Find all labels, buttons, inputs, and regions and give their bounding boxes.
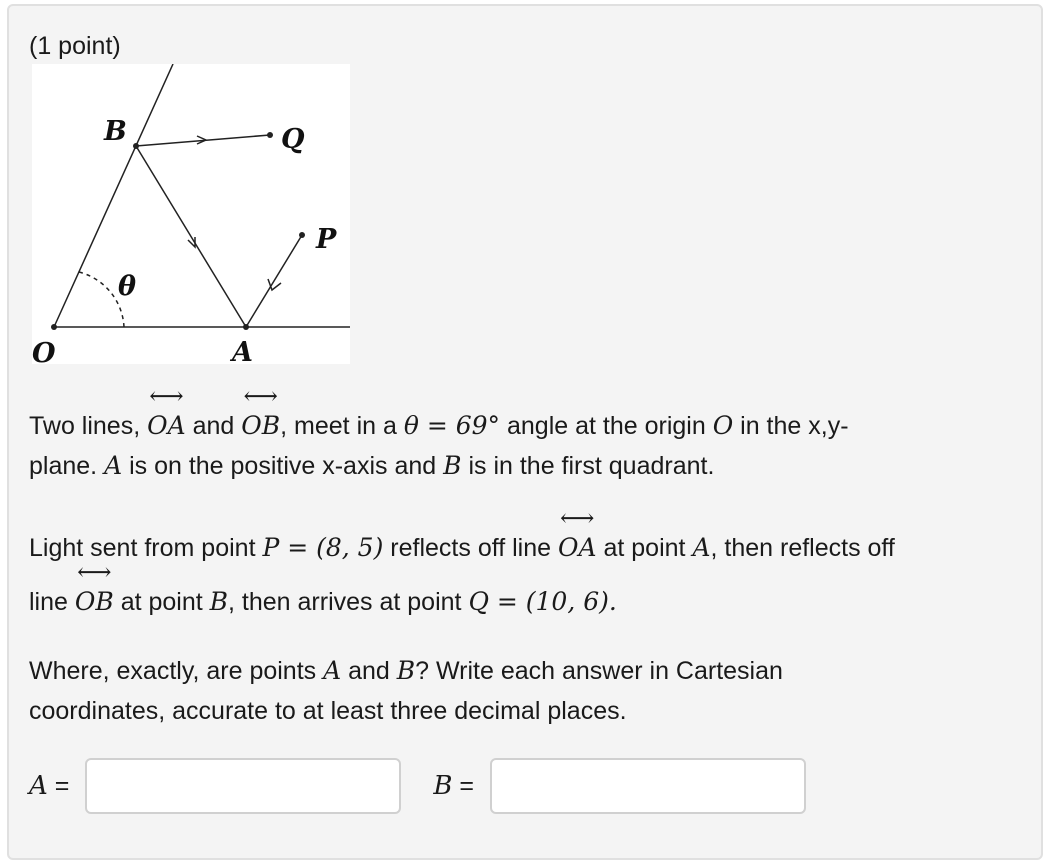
- problem-instructions: Where, exactly, are points A and B? Write each answer in Cartesian coordinates, accurate to at least three decimal places.: [29, 656, 783, 725]
- point-a: [243, 324, 249, 330]
- ray-bq: [136, 135, 270, 146]
- point-o: [51, 324, 57, 330]
- line-oa-symbol: ⟷ OA: [147, 406, 186, 446]
- answer-b-label: B =: [433, 771, 474, 801]
- label-b: B: [104, 116, 127, 147]
- label-o: O: [32, 338, 56, 364]
- ray-pa: [246, 235, 302, 327]
- points-label: (1 point): [29, 32, 121, 60]
- problem-statement-2: Light sent from point P = (8, 5) reflects off line ⟷ OA at point A, then reflects off: [29, 528, 895, 568]
- label-q: Q: [281, 124, 305, 155]
- label-theta: θ: [118, 271, 137, 302]
- problem-card: [7, 4, 1043, 860]
- problem-statement-2b: line ⟷ OB at point B, then arrives at point Q = (10, 6).: [29, 582, 617, 622]
- line-ob: [54, 64, 173, 327]
- point-p: [299, 232, 305, 238]
- answer-b-input[interactable]: [490, 758, 806, 814]
- reflection-figure: [32, 64, 350, 364]
- point-q: [267, 132, 273, 138]
- answer-row: [29, 758, 806, 814]
- label-a: A: [232, 337, 253, 364]
- point-b: [133, 143, 139, 149]
- answer-a-label: A =: [29, 771, 70, 801]
- line-ob-symbol: ⟷ OB: [241, 406, 280, 446]
- label-p: P: [316, 224, 337, 255]
- problem-statement-1: Two lines, ⟷ OA and ⟷ OB, meet in a θ = 69° angle at the origin O in the x,y- plane. A is on the positive x-axis and B is in the first quadrant.: [29, 406, 849, 486]
- answer-a-input[interactable]: [85, 758, 401, 814]
- ray-ab: [136, 146, 246, 327]
